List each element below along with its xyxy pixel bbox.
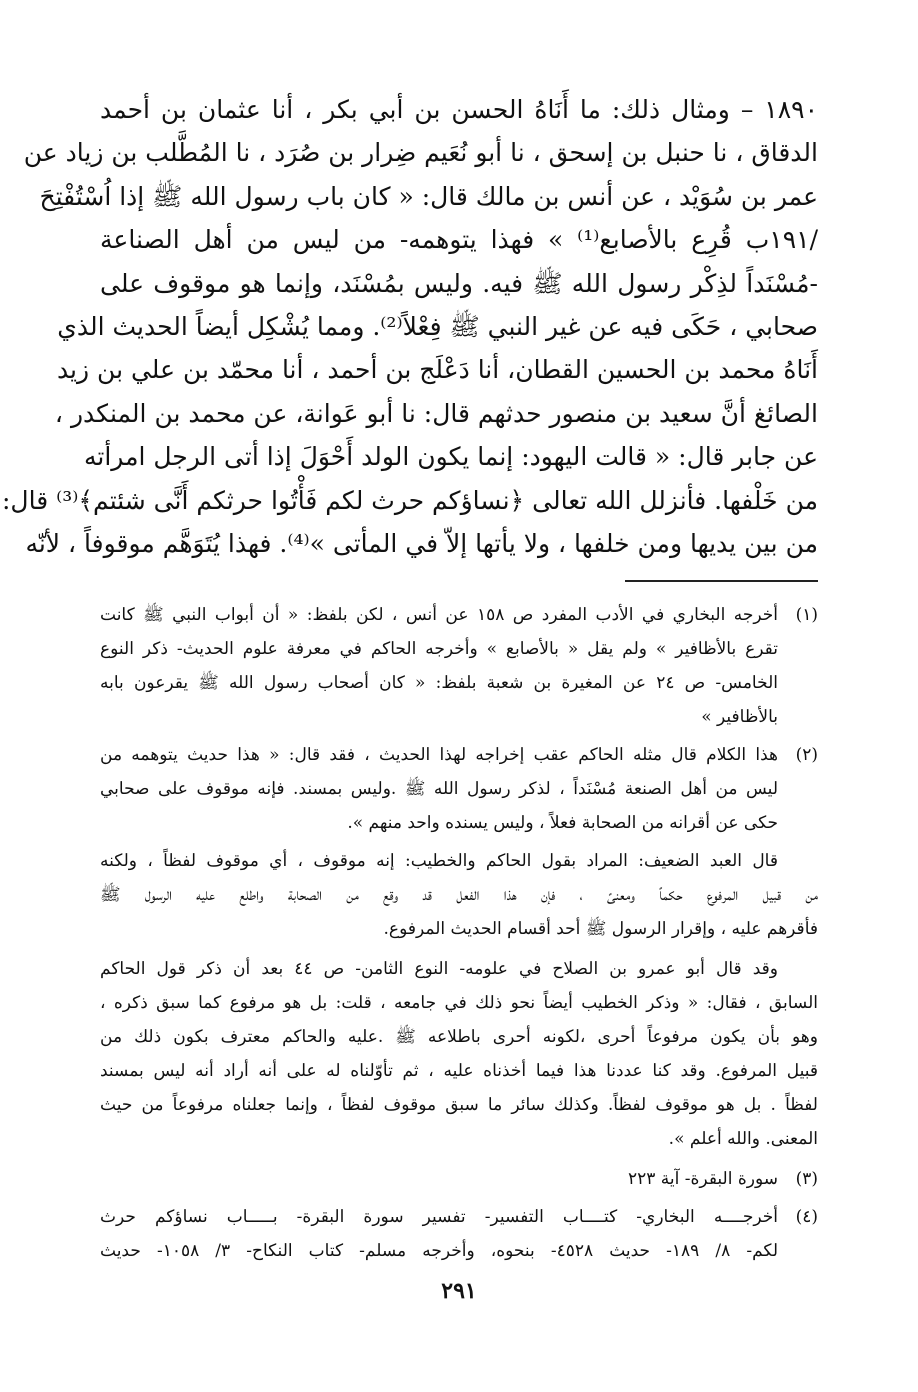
main-text-line: -مُسْنَداً لذِكْر رسول الله ﷺ فيه. وليس بمُسْنَد، وإنما هو موقوف على bbox=[100, 268, 818, 298]
footnote-line: ليس من أهل الصنعة مُسْنَداً ، لذكر رسول الله ﷺ .وليس بمسند. فإنه موقوف على صحابي bbox=[100, 779, 778, 799]
footnote-line: قبيل المرفوع. وقد كنا عددنا هذا فيما أخذناه عليه ، ثم تأوّلناه له على أنه أراد أنه ليس بمسند bbox=[100, 1061, 818, 1081]
main-text-line: عن جابر قال: « قالت اليهود: إنما يكون الولد أَحْوَلَ إذا أتى الرجل امرأته bbox=[83, 442, 818, 472]
footnote-3 bbox=[100, 1162, 818, 1196]
main-text-line: من خَلْفها. فأنزلل الله تعالى ﴿نساؤكم حرث لكم فَأْتُوا حرثكم أَنَّى شئتم﴾⁽³⁾ قال: bbox=[1, 485, 818, 515]
footnote-line: لفظاً . بل هو موقوف لفظاً. وكذلك سائر ما سبق موقوف لفظاً ، وإنما جعلناه مرفوعاً من حيث bbox=[100, 1095, 818, 1115]
main-text-line: /١٩١ب قُرِع بالأصابع⁽¹⁾ » فهذا يتوهمه- من ليس من أهل الصناعة bbox=[100, 225, 818, 255]
footnote-line: أخرجه البخاري في الأدب المفرد ص ١٥٨ عن أنس ، لكن بلفظ: « أن أبواب النبي ﷺ كانت bbox=[100, 605, 778, 625]
footnote-commentary bbox=[100, 952, 818, 1156]
main-text-line: ١٨٩٠ – ومثال ذلك: ما أَنَاهُ الحسن بن أبي بكر ، أنا عثمان بن أحمد bbox=[100, 95, 818, 124]
footnote-line: لكم- ٨/ ١٨٩- حديث ٤٥٢٨- بنحوه، وأخرجه مسلم- كتاب النكاح- ٣/ ١٠٥٨- حديث bbox=[100, 1241, 778, 1261]
main-text-line: الدقاق ، نا حنبل بن إسحق ، نا أبو نُعَيم ضِرار بن صُرَد ، نا المُطَّلب بن زياد عن bbox=[23, 138, 818, 168]
footnote-line: وهو بأن يكون مرفوعاً أحرى ،لكونه أحرى باطلاعه ﷺ .عليه والحاكم معترف بكون ذلك من bbox=[100, 1027, 818, 1047]
footnote-number: (٢) bbox=[795, 745, 818, 765]
footnote-line: المعنى. والله أعلم ». bbox=[668, 1129, 818, 1149]
footnote-separator bbox=[625, 580, 818, 582]
footnote-line: سورة البقرة- آية ٢٢٣ bbox=[628, 1169, 778, 1189]
footnote-number: (١) bbox=[795, 605, 818, 625]
footnote-1 bbox=[100, 598, 818, 734]
footnotes bbox=[100, 598, 818, 1272]
main-text-line: عمر بن سُوَيْد ، عن أنس بن مالك قال: « كان باب رسول الله ﷺ إذا اُسْتُفْتِحَ bbox=[39, 181, 818, 211]
main-text-line: من بين يديها ومن خلفها ، ولا يأتها إلاّ في المأتى »⁽⁴⁾. فهذا يُتَوَهَّم موقوفاً ، لأنّه bbox=[25, 529, 818, 559]
footnote-line: الخامس- ص ٢٤ عن المغيرة بن شعبة بلفظ: « كان أصحاب رسول الله ﷺ يقرعون بابه bbox=[100, 673, 778, 693]
footnote-line: تقرع بالأظافير » ولم يقل « بالأصابع » وأخرجه الحاكم في معرفة علوم الحديث- ذكر النوع bbox=[100, 639, 778, 659]
footnote-2 bbox=[100, 738, 818, 840]
footnote-line: بالأظافير » bbox=[701, 707, 778, 727]
main-text-line: الصائغ أنَّ سعيد بن منصور حدثهم قال: نا أبو عَوانة، عن محمد بن المنكدر ، bbox=[54, 398, 818, 428]
footnote-line: حكى عن أقرانه من الصحابة فعلاً ، وليس يسنده واحد منهم ». bbox=[347, 813, 778, 833]
footnote-line: أخرجــــه البخاري- كتــــاب التفسير- تفسير سورة البقرة- بـــــاب نساؤكم حرث bbox=[100, 1207, 778, 1227]
footnote-line: هذا الكلام قال مثله الحاكم عقب إخراجه لهذا الحديث ، فقد قال: « هذا حديث يتوهمه من bbox=[100, 745, 778, 765]
footnote-number: (٣) bbox=[795, 1169, 818, 1189]
footnote-line: وقد قال أبو عمرو بن الصلاح في علومه- النوع الثامن- ص ٤٤ بعد أن ذكر قول الحاكم bbox=[100, 959, 778, 979]
page-number: ٢٩١ bbox=[441, 1278, 477, 1304]
footnote-line: من قبيل المرفوع حكماً ومعنىً ، فإن هذا الفعل قد وقع من الصحابة واطلع عليه الرسول ﷺ bbox=[100, 885, 818, 905]
main-text-line: أَنَاهُ محمد بن الحسين القطان، أنا دَعْلَج بن أحمد ، أنا محمّد بن علي بن زيد bbox=[56, 355, 818, 385]
footnote-line: فأقرهم عليه ، وإقرار الرسول ﷺ أحد أقسام الحديث المرفوع. bbox=[383, 919, 818, 939]
footnote-line: السابق ، فقال: « وذكر الخطيب أيضاً نحو ذلك في جامعه ، قلت: بل هو مرفوع كما سبق ذكره ، bbox=[100, 993, 818, 1013]
footnote-line: قال العبد الضعيف: المراد بقول الحاكم والخطيب: إنه موقوف ، أي موقوف لفظاً ، ولكنه bbox=[100, 851, 778, 871]
footnote-commentary bbox=[100, 844, 818, 946]
page-body bbox=[1, 88, 818, 565]
footnote-4 bbox=[100, 1200, 818, 1268]
main-text-line: صحابي ، حَكَى فيه عن غير النبي ﷺ فِعْلاً⁽²⁾. ومما يُشْكِل أيضاً الحديث الذي bbox=[57, 312, 818, 342]
footnote-number: (٤) bbox=[795, 1207, 818, 1227]
main-text bbox=[1, 88, 818, 565]
